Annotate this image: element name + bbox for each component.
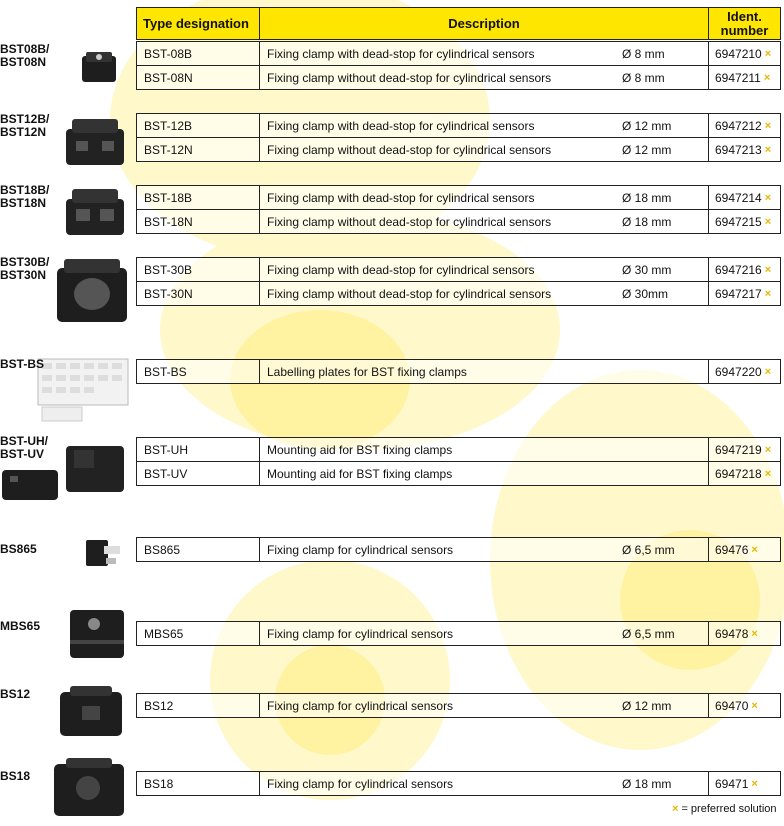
type-cell: BST-08N [137, 66, 260, 89]
description-cell: Fixing clamp with dead-stop for cylindrical sensors [267, 190, 535, 205]
preferred-mark-icon: × [764, 143, 772, 156]
table-row [136, 137, 781, 162]
ident-cell [709, 622, 780, 645]
type-cell: BST-UH [137, 438, 260, 461]
table-group-bs865 [136, 537, 781, 562]
table-group-bst-bs [136, 359, 781, 384]
description-cell: Mounting aid for BST fixing clamps [267, 466, 453, 481]
group-label-bst12: BST12B/ BST12N [0, 112, 50, 139]
table-row [136, 771, 781, 796]
diameter-cell [616, 438, 709, 461]
header-description: Description [260, 8, 709, 39]
preferred-mark-icon: × [764, 215, 772, 228]
description-cell: Mounting aid for BST fixing clamps [267, 442, 453, 457]
legend-text: = preferred solution [681, 803, 777, 815]
table-group-bs12 [136, 693, 781, 718]
diameter-cell [616, 360, 709, 383]
type-cell: BST-18B [137, 186, 260, 209]
table-group-bst18 [136, 185, 781, 234]
type-cell: BS865 [137, 538, 260, 561]
diameter-cell: Ø 6,5 mm [616, 622, 709, 645]
preferred-mark-icon: × [764, 365, 772, 378]
group-label-bst30: BST30B/ BST30N [0, 255, 50, 282]
table-row [136, 41, 781, 65]
ident-cell [709, 694, 780, 717]
description-cell: Fixing clamp without dead-stop for cylindrical sensors [267, 214, 552, 229]
description-cell: Fixing clamp for cylindrical sensors [267, 626, 454, 641]
ident-number: 69471 [715, 776, 749, 791]
ident-number: 6947216 [715, 262, 762, 277]
preferred-mark-icon: × [763, 71, 771, 84]
group-label-bst08: BST08B/ BST08N [0, 42, 50, 69]
table-row [136, 209, 781, 234]
description-cell: Fixing clamp without dead-stop for cylindrical sensors [267, 142, 552, 157]
bst18-clamp-image [62, 185, 128, 241]
table-group-bst08 [136, 41, 781, 90]
description-cell: Labelling plates for BST fixing clamps [267, 364, 467, 379]
description-cell: Fixing clamp without dead-stop for cylindrical sensors [267, 286, 552, 301]
diameter-cell: Ø 8 mm [616, 66, 709, 89]
ident-cell [709, 210, 780, 233]
ident-cell [709, 360, 780, 383]
ident-number: 6947220 [715, 364, 762, 379]
table-group-mbs65 [136, 621, 781, 646]
bs18-clamp-image [50, 756, 130, 822]
type-cell: BS18 [137, 772, 260, 795]
description-cell: Fixing clamp for cylindrical sensors [267, 542, 454, 557]
table-row [136, 359, 781, 384]
table-row [136, 281, 781, 306]
table-group-bst12 [136, 113, 781, 162]
bs12-clamp-image [56, 684, 128, 742]
table-group-bst30 [136, 257, 781, 306]
bs865-clamp-image [80, 532, 126, 576]
group-label-bs12: BS12 [0, 687, 31, 701]
type-cell: BST-30B [137, 258, 260, 281]
description-cell: Fixing clamp with dead-stop for cylindrical sensors [267, 262, 535, 277]
group-label-bst-uh: BST-UH/ BST-UV [0, 434, 48, 461]
ident-cell [709, 772, 780, 795]
ident-number: 6947217 [715, 286, 762, 301]
preferred-mark-icon: × [764, 47, 772, 60]
table-row [136, 461, 781, 486]
type-cell: BS12 [137, 694, 260, 717]
ident-number: 6947215 [715, 214, 762, 229]
diameter-cell: Ø 12 mm [616, 138, 709, 161]
diameter-cell: Ø 30 mm [616, 258, 709, 281]
diameter-cell: Ø 18 mm [616, 186, 709, 209]
group-label-mbs65: MBS65 [0, 619, 41, 633]
ident-number: 69470 [715, 698, 749, 713]
description-cell: Fixing clamp without dead-stop for cylindrical sensors [267, 70, 552, 85]
bst30-clamp-image [54, 256, 130, 326]
ident-cell [709, 138, 780, 161]
ident-number: 69476 [715, 542, 749, 557]
preferred-mark-icon: × [764, 443, 772, 456]
preferred-mark-icon: × [751, 627, 758, 640]
table-group-bs18 [136, 771, 781, 796]
mbs65-clamp-image [64, 606, 130, 664]
type-cell: MBS65 [137, 622, 260, 645]
table-row [136, 621, 781, 646]
type-cell: BST-12B [137, 114, 260, 137]
table-row [136, 113, 781, 137]
preferred-mark-icon: × [764, 119, 772, 132]
ident-cell [709, 282, 780, 305]
preferred-mark-icon: × [672, 803, 679, 815]
type-cell: BST-30N [137, 282, 260, 305]
preferred-mark-icon: × [751, 543, 758, 556]
diameter-cell: Ø 12 mm [616, 114, 709, 137]
description-cell: Fixing clamp for cylindrical sensors [267, 698, 454, 713]
preferred-mark-icon: × [751, 777, 758, 790]
header-type-designation: Type designation [137, 8, 260, 39]
preferred-mark-icon: × [751, 699, 758, 712]
ident-number: 6947218 [715, 466, 762, 481]
type-cell: BST-BS [137, 360, 260, 383]
type-cell: BST-08B [137, 42, 260, 65]
legend [672, 803, 777, 815]
ident-number: 6947213 [715, 142, 762, 157]
description-cell: Fixing clamp for cylindrical sensors [267, 776, 454, 791]
diameter-cell: Ø 30mm [616, 282, 709, 305]
ident-cell [709, 66, 780, 89]
ident-number: 69478 [715, 626, 749, 641]
table-row [136, 693, 781, 718]
description-cell: Fixing clamp with dead-stop for cylindrical sensors [267, 118, 535, 133]
diameter-cell: Ø 6,5 mm [616, 538, 709, 561]
preferred-mark-icon: × [764, 287, 772, 300]
ident-cell [709, 538, 780, 561]
group-label-bs865: BS865 [0, 542, 37, 556]
header-ident-number [709, 8, 780, 39]
type-cell: BST-18N [137, 210, 260, 233]
table-row [136, 537, 781, 562]
ident-number: 6947214 [715, 190, 762, 205]
ident-cell [709, 438, 780, 461]
table-row [136, 437, 781, 461]
table-row [136, 257, 781, 281]
table-row [136, 65, 781, 90]
ident-number: 6947210 [715, 46, 762, 61]
ident-number: 6947211 [715, 70, 761, 85]
group-label-bst18: BST18B/ BST18N [0, 183, 50, 210]
type-cell: BST-12N [137, 138, 260, 161]
ident-cell [709, 42, 780, 65]
table-header [136, 7, 781, 40]
labelling-plates-image [36, 355, 132, 425]
type-cell: BST-UV [137, 462, 260, 485]
ident-cell [709, 186, 780, 209]
bst12-clamp-image [62, 115, 128, 171]
group-label-bs18: BS18 [0, 769, 31, 783]
preferred-mark-icon: × [764, 263, 772, 276]
table-row [136, 185, 781, 209]
ident-cell [709, 114, 780, 137]
diameter-cell: Ø 18 mm [616, 772, 709, 795]
ident-number: 6947219 [715, 442, 762, 457]
ident-number: 6947212 [715, 118, 762, 133]
group-label-bst-bs: BST-BS [0, 357, 45, 371]
description-cell: Fixing clamp with dead-stop for cylindrical sensors [267, 46, 535, 61]
diameter-cell: Ø 18 mm [616, 210, 709, 233]
header-ident-line1: Ident. [727, 8, 762, 24]
diameter-cell: Ø 12 mm [616, 694, 709, 717]
preferred-mark-icon: × [764, 191, 772, 204]
preferred-mark-icon: × [764, 467, 772, 480]
diameter-cell [616, 462, 709, 485]
ident-cell [709, 258, 780, 281]
bst08-clamp-image [78, 50, 122, 86]
header-ident-line2: number [720, 22, 769, 38]
table-group-bst-uh [136, 437, 781, 486]
ident-cell [709, 462, 780, 485]
diameter-cell: Ø 8 mm [616, 42, 709, 65]
